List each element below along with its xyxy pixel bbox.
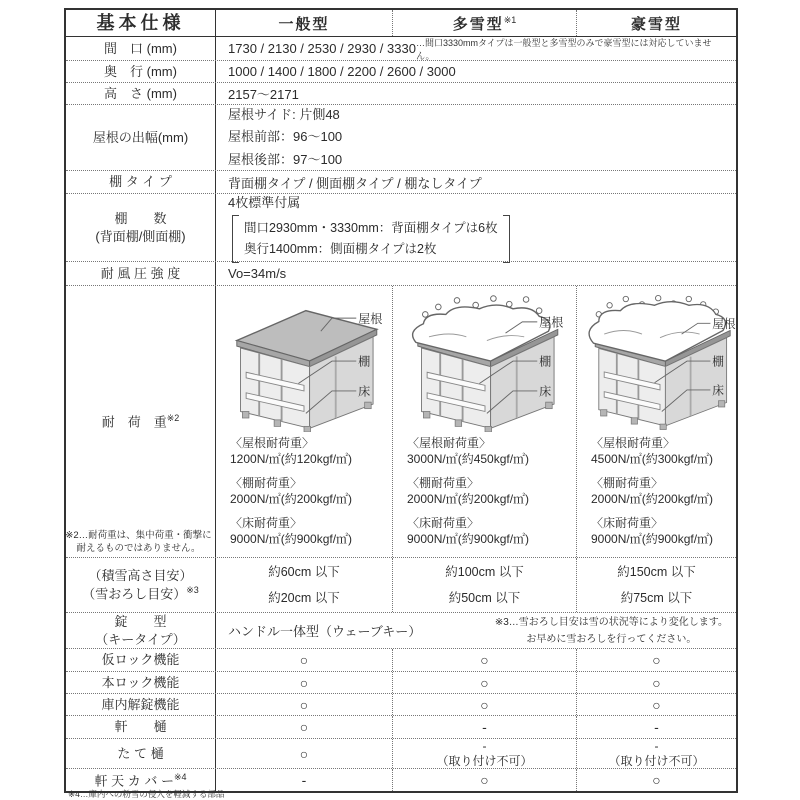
snow-removal-value: 約50cm 以下	[448, 591, 521, 605]
downspout-gosetsu	[576, 739, 736, 768]
roof-load-title: 〈屋根耐荷重〉	[407, 436, 492, 450]
shelf-load-title: 〈棚耐荷重〉	[591, 476, 664, 491]
snow-height-value: 約150cm 以下	[617, 564, 696, 579]
diagram-label-floor: 床	[712, 384, 724, 398]
snow-guide-tasetsu	[392, 558, 576, 612]
diagram-label-shelf: 棚	[712, 355, 724, 369]
row-lock-type-label	[66, 613, 216, 648]
row-snow-guide-label	[66, 558, 216, 612]
row-roof-overhang	[66, 105, 736, 171]
soffit-cover-gosetsu: ○	[576, 769, 736, 791]
width-values: 1730 / 2130 / 2530 / 2930 / 3330	[228, 41, 416, 56]
row-inside-unlock	[66, 694, 736, 716]
diagram-label-roof: 屋根	[358, 311, 383, 326]
row-temp-lock	[66, 649, 736, 672]
snow-removal-value: 約20cm 以下	[268, 591, 340, 605]
roof-side-value: 屋根サイド: 片側48	[228, 107, 340, 123]
lock-type-label-line2: （キータイプ）	[95, 631, 186, 647]
inside-unlock-general: ○	[299, 696, 309, 713]
loads-gosetsu	[577, 432, 743, 561]
column-header-tasetsu	[392, 10, 576, 36]
floor-load-title: 〈床耐荷重〉	[407, 516, 480, 531]
load-capacity-label: 耐 荷 重	[101, 414, 167, 430]
column-header-general: 一般型	[278, 15, 330, 33]
row-wind-resistance	[66, 262, 736, 286]
row-temp-lock-label: 仮ロック機能	[66, 649, 216, 671]
note3-marker: ※3	[186, 585, 199, 596]
row-load-capacity-label	[66, 286, 216, 557]
note2-marker: ※2	[166, 413, 180, 424]
shelf-count-label-line2: (背面棚/側面棚)	[95, 228, 186, 244]
row-main-lock	[66, 672, 736, 694]
footnote-4: ※4…庫内への粉雪の侵入を軽減する部品	[68, 789, 225, 799]
note3-line2: お早めに雪おろしを行ってください。	[526, 633, 697, 645]
eaves-gutter-general: ○	[299, 719, 309, 735]
shed-diagram-gosetsu	[577, 286, 743, 432]
row-depth-label: 奥 行 (mm)	[66, 61, 216, 82]
shelf-load-value: 2000N/㎡(約200kgf/㎡)	[407, 491, 530, 506]
roof-load-value: 1200N/㎡(約120kgf/㎡)	[230, 451, 353, 466]
row-shelf-type-value: 背面棚タイプ / 側面棚タイプ / 棚なしタイプ	[228, 175, 482, 191]
note1-marker: ※1	[503, 14, 517, 25]
roof-rear-value: 屋根後部：97～100	[228, 151, 343, 167]
temp-lock-gosetsu: ○	[576, 649, 736, 671]
shelf-load-title: 〈棚耐荷重〉	[407, 476, 480, 491]
roof-front-value: 屋根前部：96～100	[228, 129, 343, 145]
roof-load-value: 3000N/㎡(約450kgf/㎡)	[407, 451, 530, 466]
row-width-label: 間 口 (mm)	[66, 37, 216, 60]
snow-height-value: 約60cm 以下	[268, 564, 340, 579]
lock-type-label-line1: 錠 型	[114, 613, 167, 629]
row-inside-unlock-label: 庫内解錠機能	[66, 694, 216, 715]
load-cell-tasetsu	[392, 286, 576, 557]
row-shelf-count-value	[216, 194, 736, 261]
roof-load-value: 4500N/㎡(約300kgf/㎡)	[591, 451, 714, 466]
snow-guide-general	[216, 558, 392, 612]
downspout-dash: -	[482, 738, 487, 753]
row-height	[66, 83, 736, 105]
shelf-count-label-line1: 棚 数	[114, 210, 167, 226]
row-roof-overhang-label: 屋根の出幅(mm)	[66, 105, 216, 170]
inside-unlock-tasetsu: ○	[392, 694, 576, 715]
floor-load-value: 9000N/㎡(約900kgf/㎡)	[230, 531, 353, 546]
shed-illustration-snow	[401, 292, 569, 432]
inside-unlock-gosetsu: ○	[576, 694, 736, 715]
row-width-value	[216, 37, 736, 60]
width-note: …間口3330mmタイプは一般型と多雪型のみで豪雪型には対応していません。	[415, 37, 712, 61]
diagram-label-roof: 屋根	[712, 317, 736, 331]
downspout-tasetsu	[392, 739, 576, 768]
snow-removal-value: 約75cm 以下	[620, 591, 693, 605]
shelf-load-title: 〈棚耐荷重〉	[230, 476, 303, 491]
note3-text	[495, 614, 730, 648]
lock-type-value: ハンドル一体型（ウェーブキー）	[228, 624, 422, 639]
shed-illustration-heavy-snow	[579, 292, 741, 432]
shelf-count-exceptions	[232, 215, 510, 264]
shelf-count-standard: 4枚標準付属	[228, 194, 301, 210]
snow-height-label: （積雪高さ目安）	[88, 567, 193, 583]
header-row	[66, 10, 736, 37]
loads-tasetsu	[393, 432, 576, 561]
floor-load-title: 〈床耐荷重〉	[230, 516, 303, 531]
downspout-not-attachable: （取り付け不可）	[436, 753, 533, 768]
temp-lock-tasetsu: ○	[392, 649, 576, 671]
row-snow-guide	[66, 558, 736, 613]
loads-general	[216, 432, 392, 561]
row-shelf-count-label	[66, 194, 216, 261]
downspout-general: ○	[299, 745, 309, 762]
column-header-gosetsu: 豪雪型	[576, 10, 736, 36]
row-roof-overhang-value	[216, 105, 736, 170]
note4-marker: ※4	[173, 771, 187, 782]
row-shelf-type-label: 棚 タ イ プ	[66, 171, 216, 193]
row-depth	[66, 61, 736, 83]
shed-diagram-general	[216, 286, 392, 432]
row-wind-resistance-label: 耐 風 圧 強 度	[66, 262, 216, 285]
roof-load-title: 〈屋根耐荷重〉	[591, 436, 676, 450]
row-eaves-gutter	[66, 716, 736, 739]
downspout-dash: -	[654, 738, 659, 753]
load-cell-gosetsu	[576, 286, 743, 557]
snow-removal-label: （雪おろし目安）	[82, 586, 187, 602]
floor-load-value: 9000N/㎡(約900kgf/㎡)	[591, 531, 714, 546]
row-width	[66, 37, 736, 61]
shed-illustration-no-snow	[220, 292, 388, 432]
diagram-label-roof: 屋根	[538, 315, 563, 330]
temp-lock-general: ○	[299, 652, 309, 668]
main-lock-gosetsu: ○	[576, 672, 736, 693]
eaves-gutter-tasetsu: -	[392, 716, 576, 738]
row-depth-value: 1000 / 1400 / 1800 / 2200 / 2600 / 3000	[228, 64, 456, 79]
row-downspout-label: た て 樋	[66, 739, 216, 768]
row-downspout	[66, 739, 736, 769]
shed-diagram-tasetsu	[393, 286, 576, 432]
diagram-label-shelf: 棚	[538, 354, 551, 369]
snow-height-value: 約100cm 以下	[445, 564, 524, 579]
column-header-tasetsu-label: 多雪型	[452, 15, 504, 33]
spec-table	[64, 8, 738, 793]
table-title: 基本仕様	[66, 10, 216, 36]
main-lock-general: ○	[299, 674, 309, 691]
load-capacity-footnote: ※2…耐荷重は、集中荷重・衝撃に耐えるものではありません。	[65, 530, 212, 554]
diagram-label-floor: 床	[538, 384, 551, 399]
shelf-load-value: 2000N/㎡(約200kgf/㎡)	[591, 491, 714, 506]
floor-load-title: 〈床耐荷重〉	[591, 516, 664, 531]
row-shelf-type	[66, 171, 736, 194]
row-wind-resistance-value: Vo=34m/s	[228, 266, 287, 281]
diagram-label-shelf: 棚	[358, 354, 371, 369]
shelf-count-exception-1: 間口2930mm・3330mm：背面棚タイプは6枚	[244, 220, 498, 235]
shelf-load-value: 2000N/㎡(約200kgf/㎡)	[230, 491, 353, 506]
soffit-cover-label: 軒 天 カ バ ー	[94, 772, 174, 788]
soffit-cover-general: -	[301, 772, 307, 788]
shelf-count-exception-2: 奥行1400mm：側面棚タイプは2枚	[244, 242, 437, 256]
downspout-not-attachable: （取り付け不可）	[608, 753, 705, 768]
load-cell-general	[216, 286, 392, 557]
row-lock-type	[66, 613, 736, 649]
row-eaves-gutter-label: 軒 樋	[66, 716, 216, 738]
snow-guide-gosetsu	[576, 558, 736, 612]
soffit-cover-tasetsu: ○	[392, 769, 576, 791]
floor-load-value: 9000N/㎡(約900kgf/㎡)	[407, 531, 530, 546]
row-height-label: 高 さ (mm)	[66, 83, 216, 104]
row-height-value: 2157～2171	[228, 87, 299, 102]
roof-load-title: 〈屋根耐荷重〉	[230, 436, 315, 450]
eaves-gutter-gosetsu: -	[576, 716, 736, 738]
main-lock-tasetsu: ○	[392, 672, 576, 693]
note3-line1: ※3…雪おろし目安は雪の状況等により変化します。	[494, 616, 728, 628]
row-lock-type-value	[216, 613, 736, 648]
row-main-lock-label: 本ロック機能	[66, 672, 216, 693]
row-load-capacity	[66, 286, 736, 558]
diagram-label-floor: 床	[358, 384, 371, 399]
row-shelf-count	[66, 194, 736, 262]
